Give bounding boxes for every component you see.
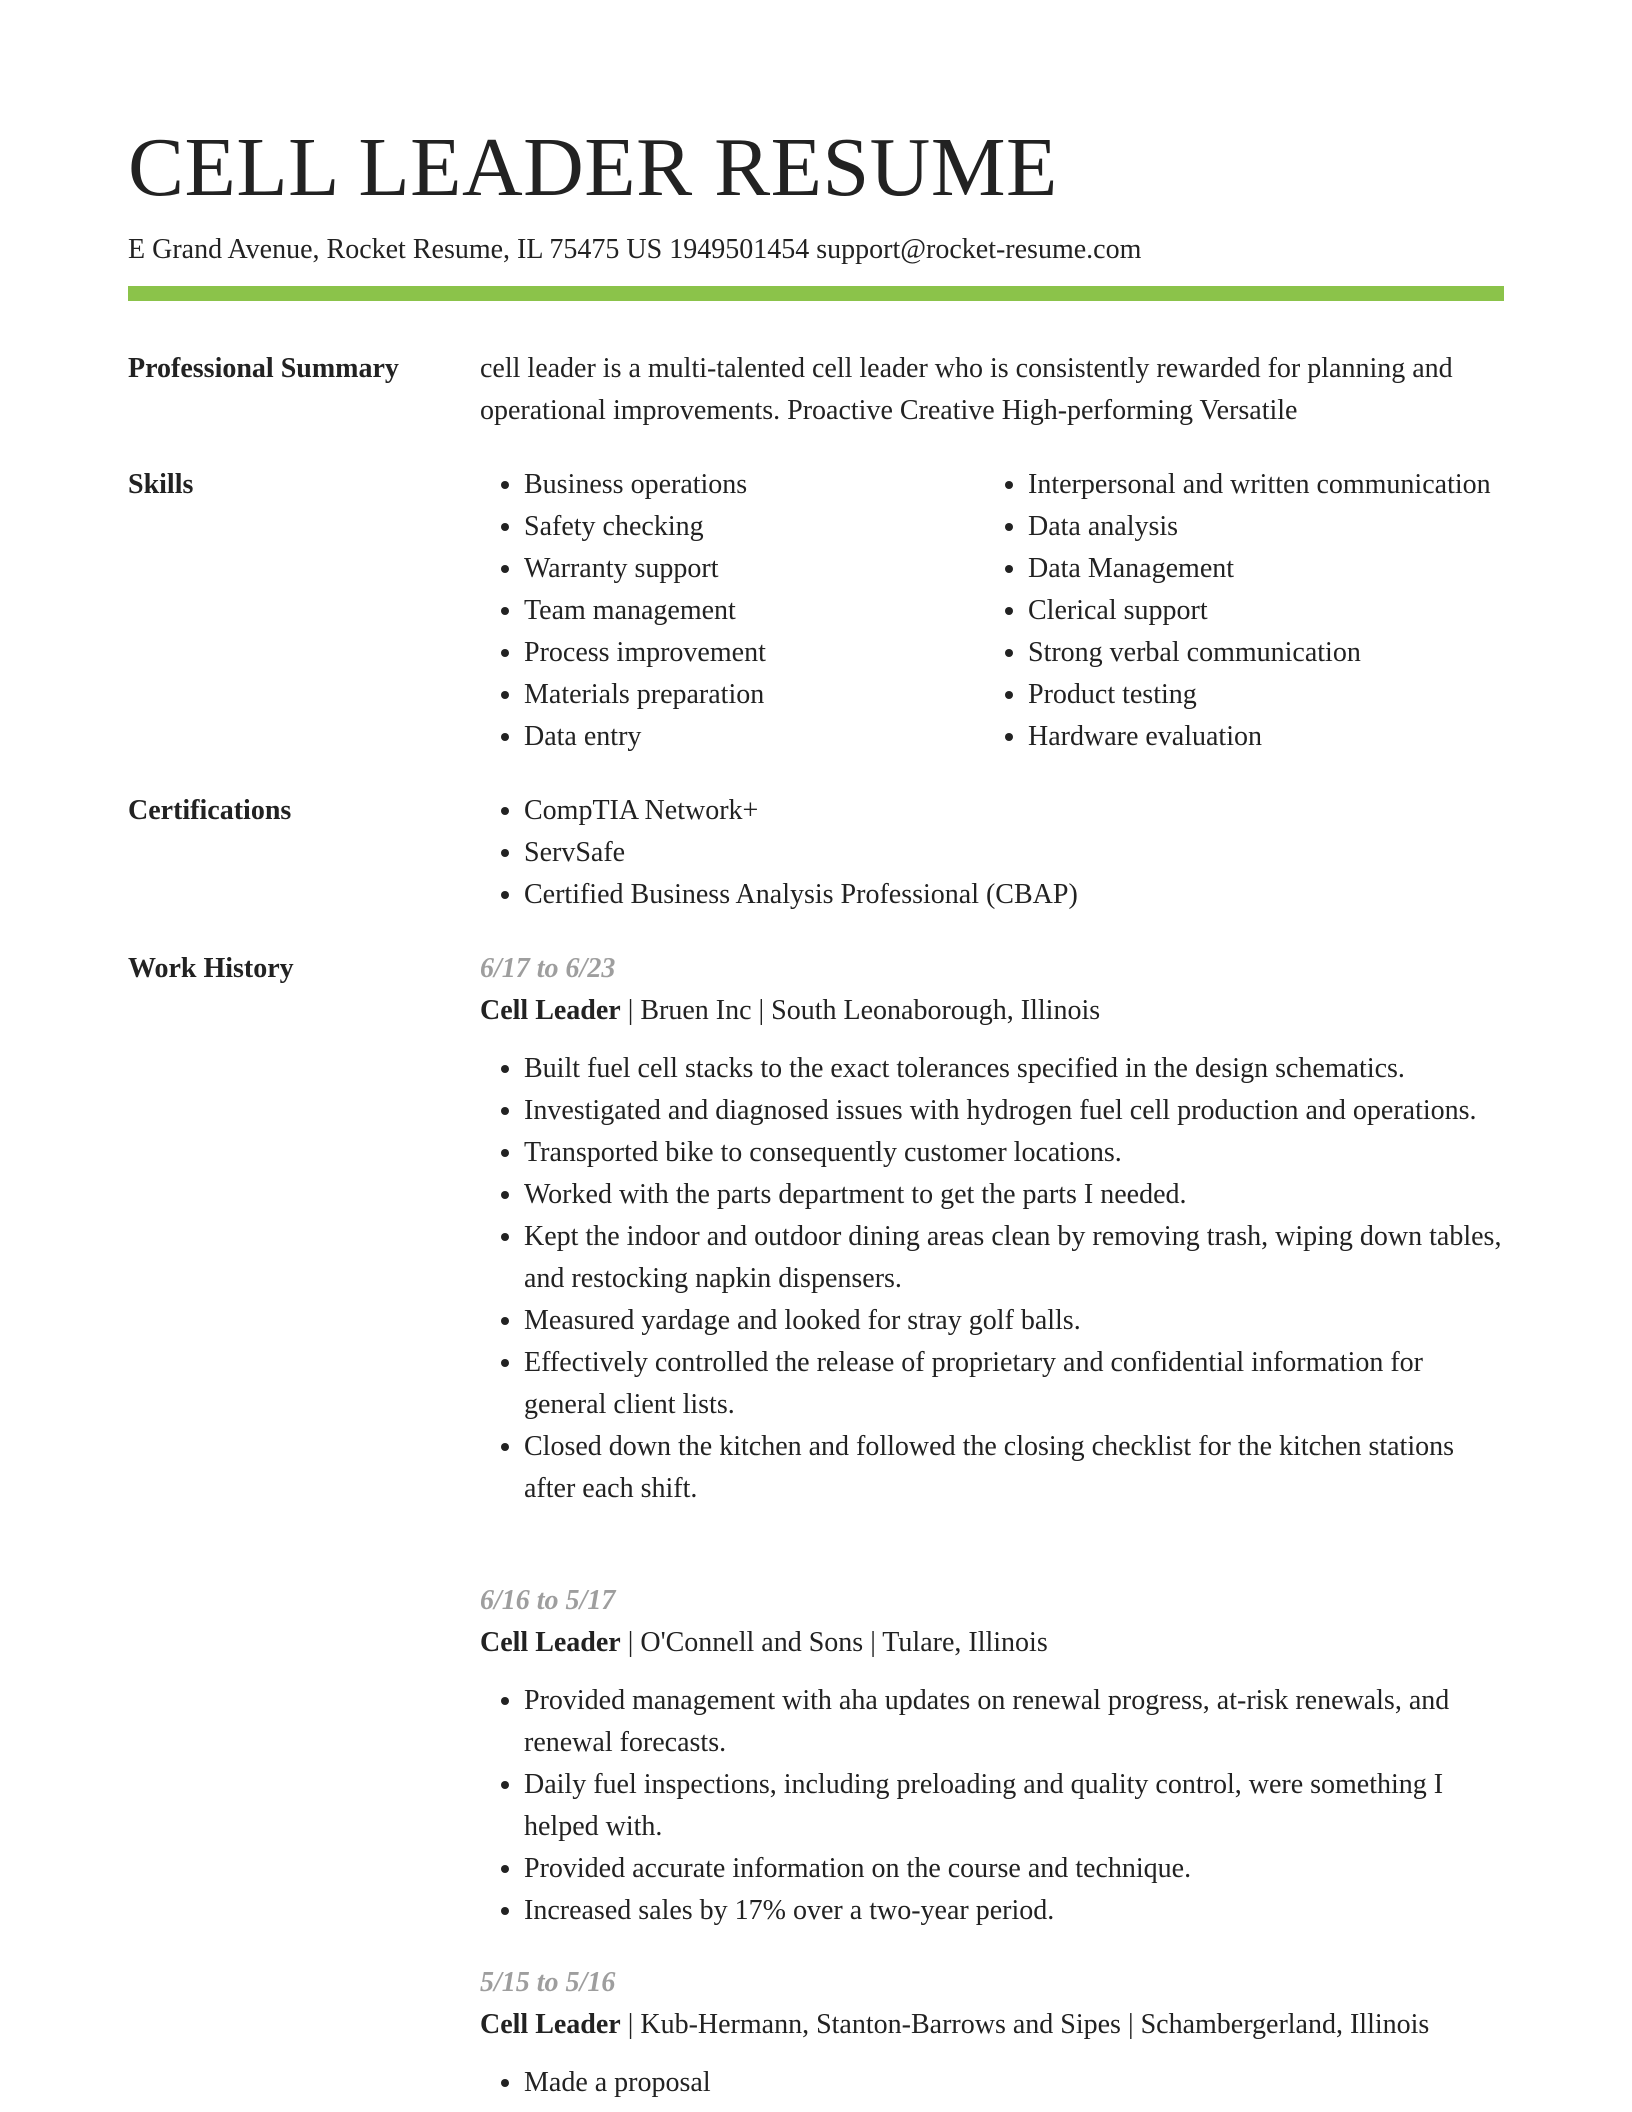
skill-item: • Data Management: [1028, 548, 1568, 590]
certification-item: • CompTIA Network+: [524, 790, 1504, 832]
job-entry: [480, 1962, 1504, 2104]
job-bullet: • Made a proposal: [524, 2062, 1504, 2104]
separator: |: [863, 1627, 883, 1658]
summary-text: cell leader is a multi-talented cell leader who is consistently rewarded for planning and operational improvements. Proactive Creative High-performing Versatile: [480, 353, 1453, 426]
job-bullet: • Transported bike to consequently customer locations.: [524, 1132, 1504, 1174]
job-bullet: • Increased sales by 17% over a two-year period.: [524, 1890, 1504, 1932]
separator: |: [1120, 2009, 1141, 2040]
job-dates: 6/16 to 5/17: [480, 1585, 616, 1616]
skill-item: • Hardware evaluation: [1028, 716, 1568, 758]
job-bullet: • Provided management with aha updates on renewal progress, at-risk renewals, and renewal forecasts.: [524, 1680, 1504, 1764]
job-title: Cell Leader: [480, 2009, 621, 2040]
job-dates: 6/17 to 6/23: [480, 953, 616, 984]
job-bullet: • Closed down the kitchen and followed the closing checklist for the kitchen stations after each shift.: [524, 1426, 1504, 1510]
certification-item: • Certified Business Analysis Professional (CBAP): [524, 874, 1504, 916]
job-location: South Leonaborough, Illinois: [771, 995, 1101, 1026]
certifications-heading: Certifications: [128, 795, 292, 826]
skills-list: [480, 464, 1504, 758]
skills-column-left: [480, 464, 1024, 758]
job-bullet: • Built fuel cell stacks to the exact tolerances specified in the design schematics.: [524, 1048, 1504, 1090]
job-bullet-list: [480, 2062, 1504, 2104]
separator: |: [620, 2009, 641, 2040]
job-heading: [480, 1622, 1504, 1664]
resume-title: CELL LEADER RESUME: [128, 121, 1058, 214]
contact-line: E Grand Avenue, Rocket Resume, IL 75475 US 1949501454 support@rocket-resume.com: [128, 234, 1142, 265]
skill-item: • Data analysis: [1028, 506, 1568, 548]
job-company: Kub-Hermann, Stanton-Barrows and Sipes: [640, 2009, 1121, 2040]
certifications-list: [480, 790, 1504, 916]
job-title: Cell Leader: [480, 1627, 621, 1658]
job-title: Cell Leader: [480, 995, 621, 1026]
summary-heading: Professional Summary: [128, 353, 399, 384]
job-heading: [480, 2004, 1504, 2046]
skill-item: • Interpersonal and written communication: [1028, 464, 1568, 506]
skill-item: • Data entry: [524, 716, 1024, 758]
job-bullet: • Investigated and diagnosed issues with hydrogen fuel cell production and operations.: [524, 1090, 1504, 1132]
job-bullet: • Measured yardage and looked for stray golf balls.: [524, 1300, 1504, 1342]
job-heading: [480, 990, 1504, 1032]
job-location: Schambergerland, Illinois: [1140, 2009, 1430, 2040]
skill-item: • Product testing: [1028, 674, 1568, 716]
job-bullet: • Provided accurate information on the course and technique.: [524, 1848, 1504, 1890]
separator: |: [620, 1627, 641, 1658]
job-dates: 5/15 to 5/16: [480, 1967, 616, 1998]
skill-item: • Clerical support: [1028, 590, 1568, 632]
certification-item: • ServSafe: [524, 832, 1504, 874]
skills-heading: Skills: [128, 469, 194, 500]
separator: |: [751, 995, 772, 1026]
job-bullet: • Worked with the parts department to get the parts I needed.: [524, 1174, 1504, 1216]
header-divider: [128, 286, 1504, 301]
job-bullet-list: [480, 1048, 1504, 1510]
skill-item: • Warranty support: [524, 548, 1024, 590]
skill-item: • Strong verbal communication: [1028, 632, 1568, 674]
skills-column-right: [984, 464, 1568, 758]
job-entry: [480, 948, 1504, 1510]
skill-item: • Business operations: [524, 464, 1024, 506]
certifications-body: [480, 790, 1504, 916]
work-history-heading: Work History: [128, 953, 294, 984]
job-entry: [480, 1580, 1504, 1932]
job-company: Bruen Inc: [640, 995, 752, 1026]
job-company: O'Connell and Sons: [640, 1627, 864, 1658]
job-bullet-list: [480, 1680, 1504, 1932]
skill-item: • Process improvement: [524, 632, 1024, 674]
skill-item: • Team management: [524, 590, 1024, 632]
job-bullet: • Effectively controlled the release of proprietary and confidential information for general client lists.: [524, 1342, 1504, 1426]
skill-item: • Materials preparation: [524, 674, 1024, 716]
separator: |: [620, 995, 641, 1026]
job-bullet: • Kept the indoor and outdoor dining areas clean by removing trash, wiping down tables, and restocking napkin dispensers.: [524, 1216, 1504, 1300]
job-bullet: • Daily fuel inspections, including preloading and quality control, were something I helped with.: [524, 1764, 1504, 1848]
skill-item: • Safety checking: [524, 506, 1024, 548]
job-location: Tulare, Illinois: [882, 1627, 1048, 1658]
